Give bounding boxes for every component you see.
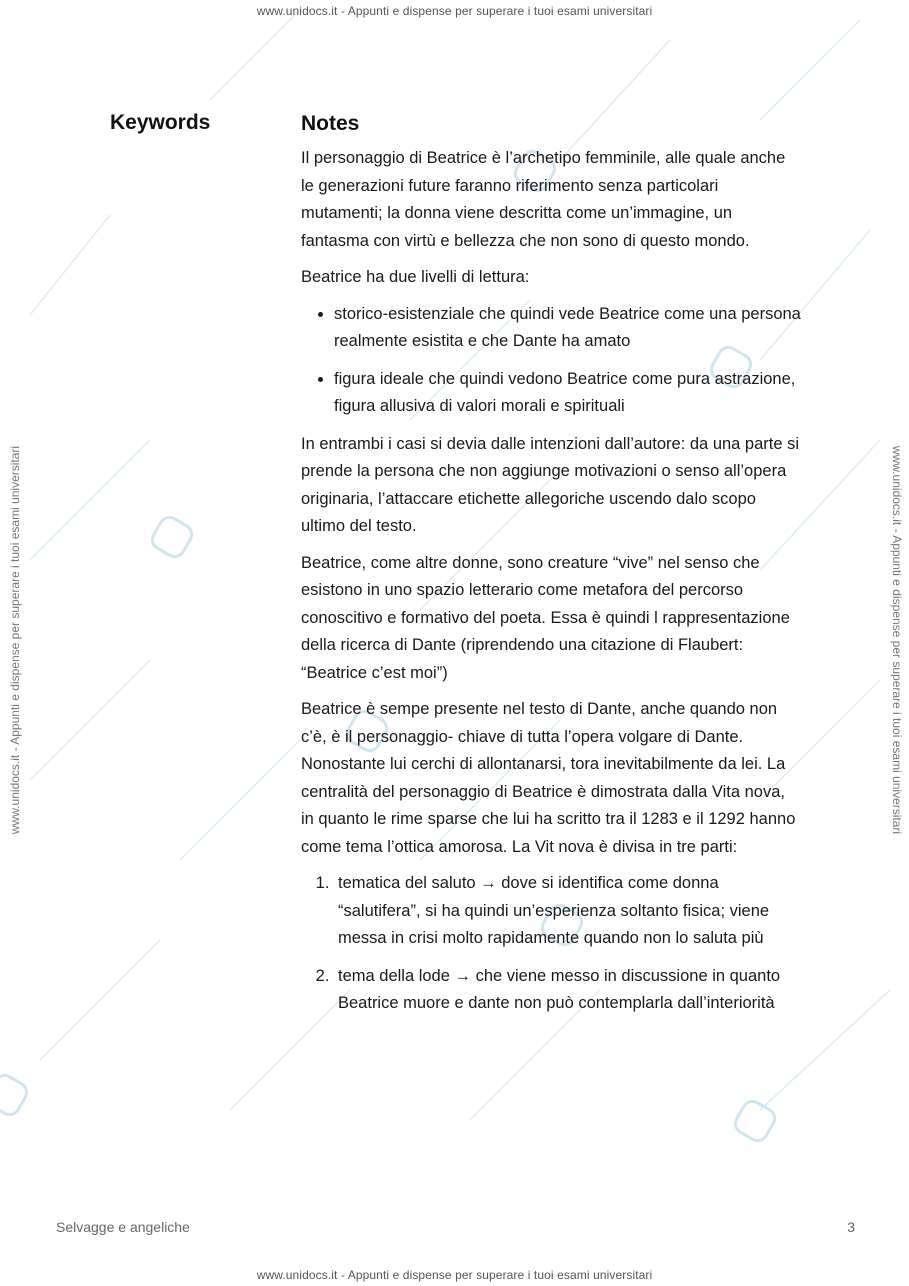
watermark-banner-top: www.unidocs.it - Appunti e dispense per superare i tuoi esami universitari [256, 4, 653, 18]
notes-heading: Notes [301, 112, 360, 135]
numbered-list [301, 870, 801, 1018]
list-item: • figura ideale che quindi vedono Beatrice come pura astrazione, figura allusiva di valori morali e spirituali [334, 366, 801, 421]
page-number: 3 [847, 1219, 855, 1235]
paragraph-deviation: In entrambi i casi si devia dalle intenzioni dall’autore: da una parte si prende la persona che non aggiunge motivazioni o senso all’opera originaria, l’attaccare etichette allegoriche uscendo dalo scopo ultimo del testo. [301, 434, 800, 535]
notes-column [301, 111, 801, 1028]
paragraph-levels-intro: Beatrice ha due livelli di lettura: [301, 268, 530, 286]
paragraph-presence: Beatrice è sempe presente nel testo di Dante, anche quando non c’è, è il personaggio- chiave di tutta l’opera volgare di Dante. Nonostante lui cerchi di allontanarsi, tora inevitabilmente da lei. La centralità del personaggio di Beatrice è dimostrata dalla Vita nova, in quanto le rime sparse che lui ha scritto tra il 1283 e il 1292 hanno come tema l’ottica amorosa. La Vit nova è divisa in tre parti: [301, 700, 796, 856]
list-item: 2. tema della lode → che viene messo in discussione in quanto Beatrice muore e dante non può contemplarla dall’interiorità [334, 963, 801, 1018]
list-item: • storico-esistenziale che quindi vede Beatrice come una persona realmente esistita e che Dante ha amato [334, 301, 801, 356]
footer-title: Selvagge e angeliche [56, 1219, 190, 1235]
keywords-heading: Keywords [110, 111, 211, 134]
paragraph-intro: Il personaggio di Beatrice è l’archetipo femminile, alle quale anche le generazioni future faranno riferimento senza particolari mutamenti; la donna viene descritta come un’immagine, un fantasma con virtù e bellezza che non sono di questo mondo. [301, 149, 786, 250]
watermark-banner-bottom: www.unidocs.it - Appunti e dispense per superare i tuoi esami universitari [256, 1268, 653, 1282]
bullet-list [301, 301, 801, 421]
list-item: 1. tematica del saluto → dove si identifica come donna “salutifera”, si ha quindi un’esperienza soltanto fisica; viene messa in crisi molto rapidamente quando non lo saluta più [334, 870, 801, 953]
paragraph-creatures: Beatrice, come altre donne, sono creature “vive” nel senso che esistono in uno spazio letterario come metafora del percorso conoscitivo e formativo del poeta. Essa è quindi l rappresentazione della ricerca di Dante (riprendendo una citazione di Flaubert: “Beatrice c’est moi”) [301, 553, 790, 682]
watermark-banner-left: www.unidocs.it - Appunti e dispense per superare i tuoi esami universitari [8, 445, 22, 835]
watermark-banner-right: www.unidocs.it - Appunti e dispense per superare i tuoi esami universitari [890, 445, 904, 835]
